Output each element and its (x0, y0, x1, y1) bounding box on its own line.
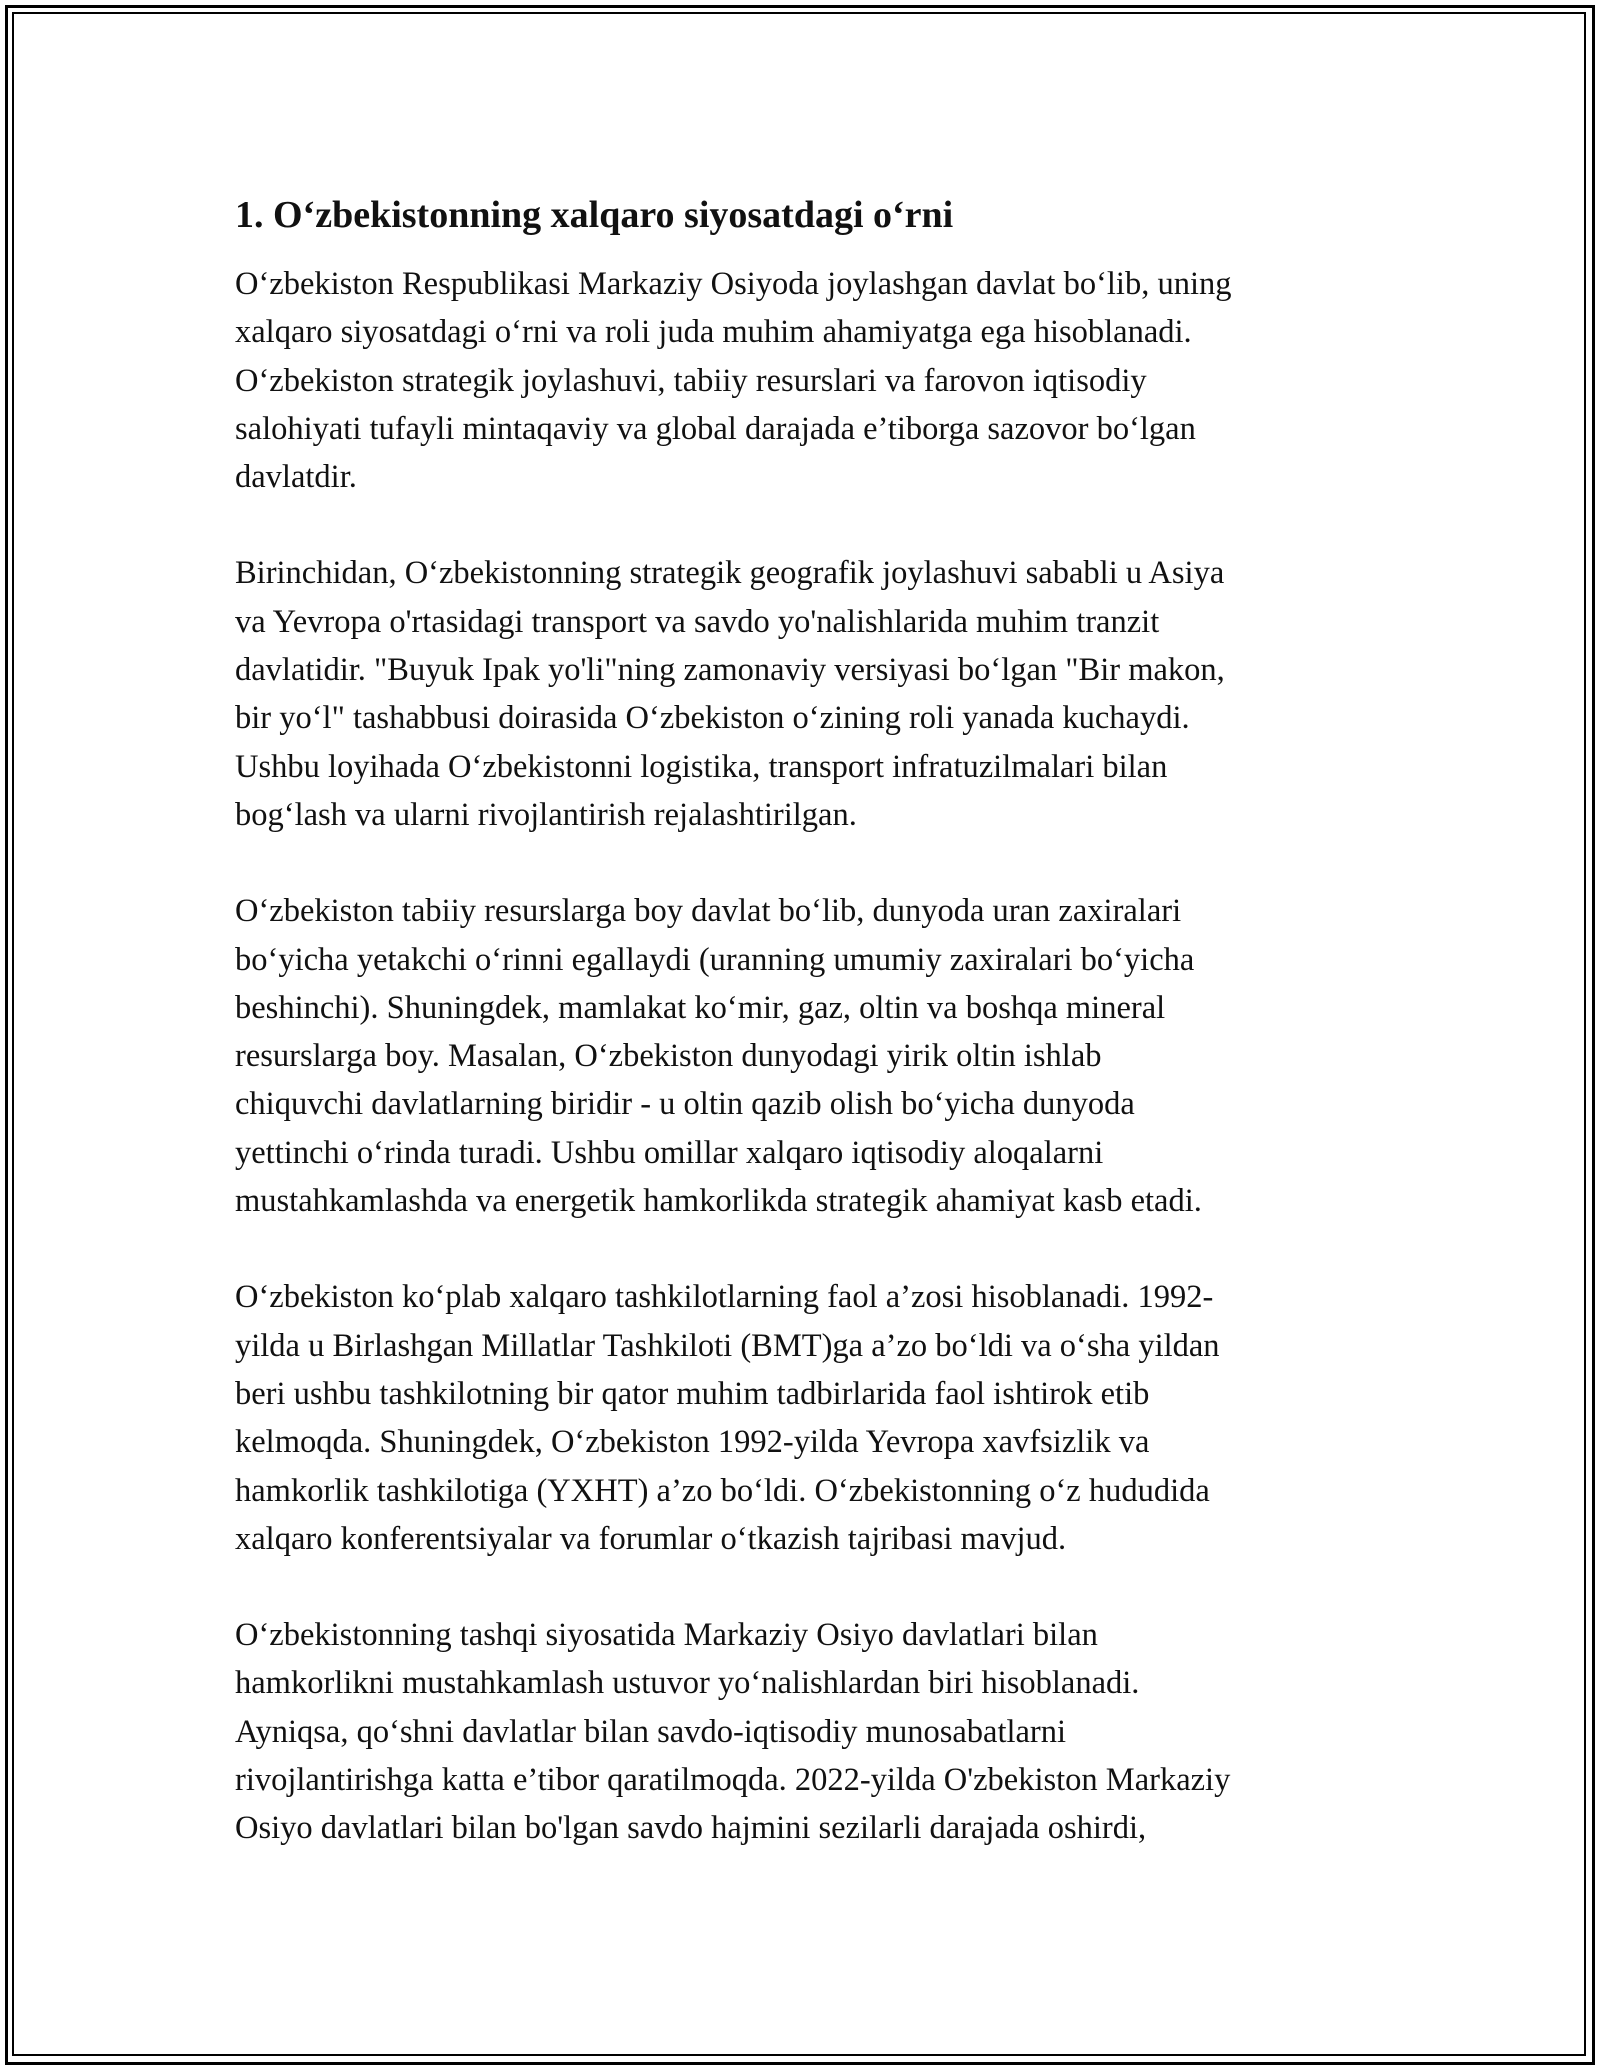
paragraph-organizations (235, 1273, 1375, 1563)
text-line: Birinchidan, O‘zbekistonning strategik geografik joylashuvi sababli u Asiya (235, 555, 1225, 592)
text-line: hamkorlik tashkilotiga (YXHT) a’zo bo‘ldi. O‘zbekistonning o‘z hududida (235, 1472, 1210, 1509)
section-title: 1. O‘zbekistonning xalqaro siyosatdagi o‘rni (235, 194, 954, 236)
text-line: davlatidir. "Buyuk Ipak yo'li"ning zamonaviy versiyasi bo‘lgan "Bir makon, (235, 652, 1225, 689)
text-line: O‘zbekiston strategik joylashuvi, tabiiy resurslari va farovon iqtisodiy (235, 362, 1147, 399)
text-line: hamkorlikni mustahkamlash ustuvor yo‘nalishlardan biri hisoblanadi. (235, 1665, 1140, 1702)
paragraph-resources (235, 887, 1375, 1225)
paragraph-foreign-policy (235, 1611, 1375, 1852)
text-line: chiquvchi davlatlarning biridir - u oltin qazib olish bo‘yicha dunyoda (235, 1086, 1135, 1123)
text-line: rivojlantirishga katta e’tibor qaratilmoqda. 2022-yilda O'zbekiston Markaziy (235, 1762, 1231, 1799)
text-line: O‘zbekiston ko‘plab xalqaro tashkilotlarning faol a’zosi hisoblanadi. 1992- (235, 1279, 1214, 1316)
text-line: beri ushbu tashkilotning bir qator muhim tadbirlarida faol ishtirok etib (235, 1375, 1150, 1412)
paragraph-intro (235, 260, 1375, 501)
text-line: kelmoqda. Shuningdek, O‘zbekiston 1992-yilda Yevropa xavfsizlik va (235, 1424, 1150, 1461)
text-line: davlatdir. (235, 459, 357, 496)
text-line: xalqaro siyosatdagi o‘rni va roli juda muhim ahamiyatga ega hisoblanadi. (235, 314, 1192, 351)
text-line: resurslarga boy. Masalan, O‘zbekiston dunyodagi yirik oltin ishlab (235, 1038, 1102, 1075)
text-line: va Yevropa o'rtasidagi transport va savdo yo'nalishlarida muhim tranzit (235, 603, 1160, 640)
text-line: yilda u Birlashgan Millatlar Tashkiloti (BMT)ga a’zo bo‘ldi va o‘sha yildan (235, 1327, 1220, 1364)
text-line: Ushbu loyihada O‘zbekistonni logistika, transport infratuzilmalari bilan (235, 748, 1168, 785)
text-line: Ayniqsa, qo‘shni davlatlar bilan savdo-iqtisodiy munosabatlarni (235, 1713, 1067, 1750)
text-line: mustahkamlashda va energetik hamkorlikda strategik ahamiyat kasb etadi. (235, 1183, 1202, 1220)
text-line: bir yo‘l" tashabbusi doirasida O‘zbekiston o‘zining roli yanada kuchaydi. (235, 700, 1190, 737)
text-line: xalqaro konferentsiyalar va forumlar o‘tkazish tajribasi mavjud. (235, 1520, 1067, 1557)
text-line: O‘zbekiston Respublikasi Markaziy Osiyoda joylashgan davlat bo‘lib, uning (235, 266, 1232, 302)
text-line: yettinchi o‘rinda turadi. Ushbu omillar xalqaro iqtisodiy aloqalarni (235, 1134, 1104, 1171)
text-line: salohiyati tufayli mintaqaviy va global darajada e’tiborga sazovor bo‘lgan (235, 410, 1196, 447)
text-line: O‘zbekistonning tashqi siyosatida Markaziy Osiyo davlatlari bilan (235, 1617, 1098, 1654)
text-line: beshinchi). Shuningdek, mamlakat ko‘mir, gaz, oltin va boshqa mineral (235, 989, 1166, 1026)
paragraph-geography (235, 549, 1375, 839)
document-body (235, 188, 1375, 1901)
text-line: bog‘lash va ularni rivojlantirish rejalashtirilgan. (235, 796, 857, 833)
text-line: O‘zbekiston tabiiy resurslarga boy davlat bo‘lib, dunyoda uran zaxiralari (235, 893, 1182, 930)
text-line: Osiyo davlatlari bilan bo'lgan savdo hajmini sezilarli darajada oshirdi, (235, 1810, 1147, 1847)
text-line: bo‘yicha yetakchi o‘rinni egallaydi (uranning umumiy zaxiralari bo‘yicha (235, 941, 1195, 978)
